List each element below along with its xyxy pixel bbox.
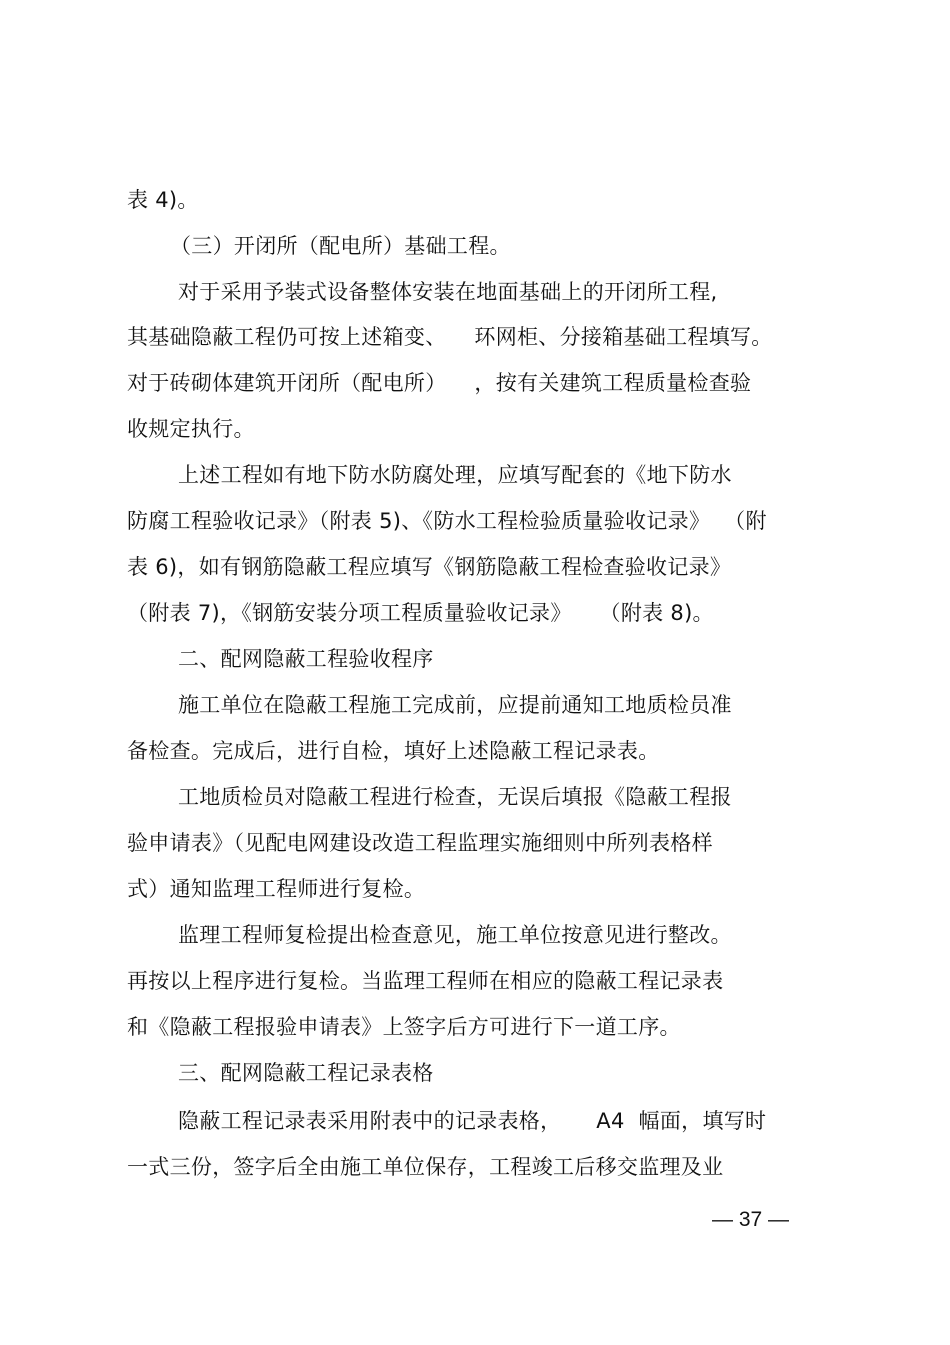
- text-line-1: 表 4)。: [127, 188, 199, 212]
- text-line-13: 备检查。完成后，进行自检，填好上述隐蔽工程记录表。: [127, 739, 660, 763]
- text-line-21: 隐蔽工程记录表采用附表中的记录表格， A4 幅面，填写时: [178, 1109, 767, 1133]
- text-line-16: 式）通知监理工程师进行复检。: [127, 877, 426, 901]
- text-line-19: 和《隐蔽工程报验申请表》上签字后方可进行下一道工序。: [127, 1015, 681, 1039]
- text-line-4: 其基础隐蔽工程仍可按上述箱变、 环网柜、分接箱基础工程填写。: [127, 325, 773, 349]
- text-line-22: 一式三份，签字后全由施工单位保存，工程竣工后移交监理及业: [127, 1155, 724, 1179]
- text-line-17: 监理工程师复检提出检查意见，施工单位按意见进行整改。: [178, 923, 732, 947]
- text-line-7: 上述工程如有地下防水防腐处理，应填写配套的《地下防水: [178, 463, 732, 487]
- text-line-2: （三）开闭所（配电所）基础工程。: [170, 234, 511, 258]
- text-line-8: 防腐工程验收记录》（附表 5)、《防水工程检验质量验收记录》 （附: [127, 509, 767, 533]
- text-line-10: （附表 7)，《钢筋安装分项工程质量验收记录》 （附表 8)。: [127, 601, 714, 625]
- page-number: — 37 —: [712, 1208, 790, 1231]
- text-line-6: 收规定执行。: [127, 417, 255, 441]
- text-line-12: 施工单位在隐蔽工程施工完成前，应提前通知工地质检员准: [178, 693, 732, 717]
- text-line-18: 再按以上程序进行复检。当监理工程师在相应的隐蔽工程记录表: [127, 969, 724, 993]
- text-line-15: 验申请表》（见配电网建设改造工程监理实施细则中所列表格样: [127, 831, 713, 855]
- section-heading-2: 二、配网隐蔽工程验收程序: [178, 647, 434, 671]
- text-line-9: 表 6)，如有钢筋隐蔽工程应填写《钢筋隐蔽工程检查验收记录》: [127, 555, 732, 579]
- text-line-3: 对于采用予装式设备整体安装在地面基础上的开闭所工程,: [178, 280, 718, 304]
- section-heading-3: 三、配网隐蔽工程记录表格: [178, 1061, 434, 1085]
- text-line-5: 对于砖砌体建筑开闭所（配电所） ，按有关建筑工程质量检查验: [127, 371, 752, 395]
- text-line-14: 工地质检员对隐蔽工程进行检查，无误后填报《隐蔽工程报: [178, 785, 732, 809]
